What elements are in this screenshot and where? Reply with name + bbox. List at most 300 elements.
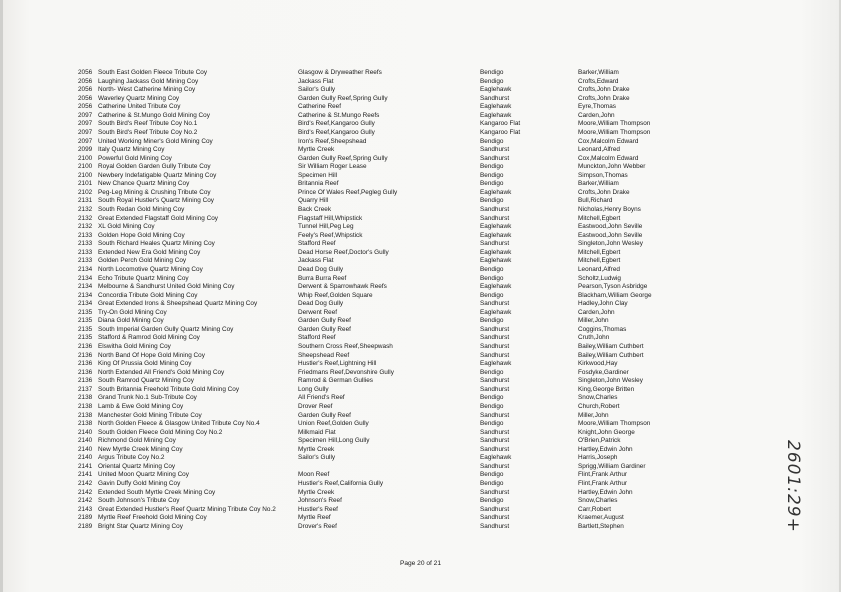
- district: Sandhurst: [480, 462, 510, 470]
- company-name: New Myrtle Creek Mining Coy: [98, 445, 183, 453]
- district: Eaglehawk: [480, 454, 512, 462]
- reef-location: Bird's Reef,Kangaroo Gully: [298, 128, 375, 136]
- district: Bendigo: [480, 137, 504, 145]
- list-row: [78, 437, 758, 446]
- reef-location: Hustler's Reef: [298, 505, 338, 513]
- list-row: [78, 249, 758, 258]
- district: Eaglehawk: [480, 257, 512, 265]
- company-name: Laughing Jackass Gold Mining Coy: [98, 77, 199, 85]
- district: Bendigo: [480, 171, 504, 179]
- record-number: 2097: [78, 137, 93, 145]
- district: Eaglehawk: [480, 248, 512, 256]
- list-row: [78, 352, 758, 361]
- reef-location: Myrtle Creek: [298, 488, 335, 496]
- manager-name: Kraemer,August: [578, 514, 624, 522]
- page-number: Page 20 of 21: [399, 560, 442, 567]
- reef-location: Stafford Reef: [298, 334, 336, 342]
- manager-name: Eastwood,John Seville: [578, 231, 643, 239]
- company-name: South East Golden Fleece Tribute Coy: [98, 69, 208, 76]
- record-number: 2097: [78, 128, 93, 136]
- company-name: Great Extended Hustler's Reef Quartz Mining Tribute Coy No.2: [98, 505, 276, 513]
- reef-location: Garden Gully Reef,Spring Gully: [298, 94, 388, 102]
- reef-location: Iron's Reef,Sheepshead: [298, 137, 367, 145]
- company-name: United Working Miner's Gold Mining Coy: [98, 137, 213, 145]
- company-name: Newbery Indefatigable Quartz Mining Coy: [98, 171, 217, 179]
- record-number: 2136: [78, 343, 93, 350]
- reef-location: Moon Reef: [298, 471, 330, 479]
- company-name: Argus Tribute Coy No.2: [98, 454, 165, 462]
- reef-location: Union Reef,Golden Gully: [298, 420, 369, 428]
- company-name: Myrtle Reef Freehold Gold Mining Coy: [98, 514, 207, 522]
- company-name: Peg-Leg Mining & Crushing Tribute Coy: [98, 188, 211, 196]
- district: Sandhurst: [480, 154, 510, 162]
- company-name: South Golden Fleece Gold Mining Coy No.2: [98, 428, 223, 436]
- manager-name: Bailey,William Cuthbert: [578, 343, 644, 350]
- list-row: [78, 412, 758, 421]
- company-name: North Band Of Hope Gold Mining Coy: [98, 351, 205, 359]
- manager-name: Bartlett,Stephen: [578, 522, 624, 530]
- reef-location: Milkmaid Flat: [298, 428, 336, 436]
- list-row: [78, 480, 758, 489]
- manager-name: King,George Britten: [578, 385, 635, 393]
- reef-location: Bird's Reef,Kangaroo Gully: [298, 120, 375, 128]
- list-row: [78, 489, 758, 498]
- list-row: [78, 206, 758, 215]
- list-row: [78, 292, 758, 301]
- reef-location: Jackass Flat: [298, 257, 334, 265]
- reef-location: Back Creek: [298, 206, 332, 213]
- company-name: North Locomotive Quartz Mining Coy: [98, 265, 203, 273]
- list-row: [78, 343, 758, 352]
- manager-name: Coggins,Thomas: [578, 325, 627, 333]
- district: Sandhurst: [480, 351, 510, 359]
- company-name: South Ramrod Quartz Mining Coy: [98, 377, 194, 385]
- list-row: [78, 95, 758, 104]
- company-name: Powerful Gold Mining Coy: [98, 154, 172, 162]
- list-row: [78, 334, 758, 343]
- list-row: [78, 523, 758, 532]
- manager-name: Mitchell,Egbert: [578, 257, 621, 265]
- company-name: King Of Prussia Gold Mining Coy: [98, 360, 192, 368]
- district: Sandhurst: [480, 377, 510, 385]
- record-number: 2133: [78, 240, 93, 248]
- manager-name: Miller,John: [578, 317, 609, 325]
- list-row: [78, 69, 758, 78]
- reef-location: Southern Cross Reef,Sheepwash: [298, 343, 393, 350]
- manager-name: Eyre,Thomas: [578, 103, 617, 111]
- record-number: 2056: [78, 86, 93, 94]
- manager-name: Miller,John: [578, 411, 609, 419]
- district: Bendigo: [480, 394, 504, 402]
- district: Eaglehawk: [480, 283, 512, 291]
- reef-location: Long Gully: [298, 385, 329, 393]
- record-number: 2136: [78, 368, 93, 376]
- list-row: [78, 197, 758, 206]
- list-row: [78, 240, 758, 249]
- district: Eaglehawk: [480, 111, 512, 119]
- list-row: [78, 120, 758, 129]
- list-row: [78, 369, 758, 378]
- company-name: Royal Golden Garden Gully Tribute Coy: [98, 163, 211, 171]
- manager-name: Kirkwood,Hay: [578, 360, 618, 368]
- list-row: [78, 155, 758, 164]
- company-name: Lamb & Ewe Gold Mining Coy: [98, 402, 184, 410]
- reef-location: Myrtle Creek: [298, 146, 335, 154]
- manager-name: Hartley,Edwin John: [578, 445, 633, 453]
- reef-location: Sailor's Gully: [298, 454, 336, 462]
- reef-location: Whip Reef,Golden Square: [298, 291, 373, 299]
- record-number: 2142: [78, 488, 93, 496]
- record-number: 2138: [78, 420, 93, 428]
- record-number: 2138: [78, 394, 93, 402]
- reef-location: Quarry Hill: [298, 197, 329, 205]
- manager-name: Singleton,John Wesley: [578, 240, 643, 248]
- record-number: 2141: [78, 462, 93, 470]
- record-number: 2133: [78, 257, 93, 265]
- record-number: 2099: [78, 146, 93, 154]
- record-number: 2134: [78, 265, 93, 273]
- manager-name: Cruth,John: [578, 334, 610, 342]
- district: Eaglehawk: [480, 360, 512, 368]
- manager-name: Hartley,Edwin John: [578, 488, 633, 496]
- district: Bendigo: [480, 471, 504, 479]
- reef-location: Hustler's Reef,California Gully: [298, 480, 384, 487]
- manager-name: Carden,John: [578, 308, 615, 316]
- record-number: 2056: [78, 103, 93, 111]
- list-row: [78, 514, 758, 523]
- record-number: 2132: [78, 206, 93, 213]
- list-row: [78, 300, 758, 309]
- district: Bendigo: [480, 265, 504, 273]
- manager-name: Snow,Charles: [578, 497, 618, 505]
- company-name: Great Extended Irons & Sheepshead Quartz Mining Coy: [98, 300, 258, 308]
- record-number: 2133: [78, 248, 93, 256]
- reef-location: Sailor's Gully: [298, 86, 336, 94]
- company-name: South Royal Hustler's Quartz Mining Coy: [98, 197, 214, 205]
- reef-location: Friedmans Reef,Devonshire Gully: [298, 368, 394, 376]
- company-name: Gavin Duffy Gold Mining Coy: [98, 480, 181, 487]
- manager-name: Hadley,John Clay: [578, 300, 628, 308]
- company-name: Manchester Gold Mining Tribute Coy: [98, 411, 202, 419]
- company-name: South Johnson's Tribute Coy: [98, 497, 180, 505]
- district: Bendigo: [480, 180, 504, 188]
- list-row: [78, 317, 758, 326]
- district: Bendigo: [480, 317, 504, 325]
- manager-name: Knight,John George: [578, 428, 635, 436]
- list-row: [78, 377, 758, 386]
- reef-location: Catherine & St.Mungo Reefs: [298, 111, 380, 119]
- reef-location: Stafford Reef: [298, 240, 336, 248]
- district: Sandhurst: [480, 206, 510, 213]
- reef-location: Derwent & Sparrowhawk Reefs: [298, 283, 387, 291]
- district: Sandhurst: [480, 240, 510, 248]
- district: Eaglehawk: [480, 231, 512, 239]
- record-number: 2140: [78, 454, 93, 462]
- manager-name: Mitchell,Egbert: [578, 214, 621, 222]
- reef-location: Catherine Reef: [298, 103, 341, 111]
- district: Kangaroo Flat: [480, 120, 521, 128]
- record-number: 2142: [78, 480, 93, 487]
- company-name: South Britannia Freehold Tribute Gold Mining Coy: [98, 385, 240, 393]
- company-name: North- West Catherine Mining Coy: [98, 86, 196, 94]
- manager-name: Sprigg,William Gardiner: [578, 462, 646, 470]
- district: Sandhurst: [480, 488, 510, 496]
- list-row: [78, 215, 758, 224]
- manager-name: Cox,Malcolm Edward: [578, 137, 639, 145]
- district: Eaglehawk: [480, 223, 512, 231]
- page-edge-left: [0, 0, 3, 592]
- list-row: [78, 257, 758, 266]
- company-name: Catherine & St.Mungo Gold Mining Coy: [98, 111, 210, 119]
- record-number: 2189: [78, 522, 93, 530]
- reef-location: Ramrod & German Gullies: [298, 377, 373, 385]
- manager-name: Bailey,William Cuthbert: [578, 351, 644, 359]
- reef-location: Specimen Hill,Long Gully: [298, 437, 370, 445]
- list-row: [78, 275, 758, 284]
- reef-location: Garden Gully Reef: [298, 411, 351, 419]
- record-number: 2136: [78, 360, 93, 368]
- list-row: [78, 429, 758, 438]
- record-number: 2097: [78, 120, 93, 128]
- company-name: Bright Star Quartz Mining Coy: [98, 522, 183, 530]
- company-name: Oriental Quartz Mining Coy: [98, 462, 176, 470]
- manager-name: Bull,Richard: [578, 197, 613, 205]
- district: Sandhurst: [480, 385, 510, 393]
- list-row: [78, 471, 758, 480]
- manager-name: Harris,Joseph: [578, 454, 618, 462]
- record-number: 2138: [78, 411, 93, 419]
- list-row: [78, 189, 758, 198]
- manager-name: Moore,William Thompson: [578, 420, 651, 428]
- manager-name: Moore,William Thompson: [578, 120, 651, 128]
- list-row: [78, 326, 758, 335]
- manager-name: Barker,William: [578, 69, 619, 76]
- manager-name: Leonard,Alfred: [578, 146, 620, 154]
- manager-name: Church,Robert: [578, 402, 620, 410]
- manager-name: Carden,John: [578, 111, 615, 119]
- list-row: [78, 506, 758, 515]
- record-number: 2056: [78, 94, 93, 102]
- record-number: 2056: [78, 69, 93, 76]
- district: Sandhurst: [480, 214, 510, 222]
- list-row: [78, 103, 758, 112]
- reef-location: Jackass Flat: [298, 77, 334, 85]
- reef-location: Specimen Hill: [298, 171, 338, 179]
- manager-name: Leonard,Alfred: [578, 265, 620, 273]
- manager-name: Snow,Charles: [578, 394, 618, 402]
- reef-location: Dead Dog Gully: [298, 300, 344, 308]
- district: Sandhurst: [480, 300, 510, 308]
- list-row: [78, 394, 758, 403]
- record-number: 2100: [78, 163, 93, 171]
- list-row: [78, 78, 758, 87]
- reef-location: Drover's Reef: [298, 522, 337, 530]
- company-name: Italy Quartz Mining Coy: [98, 146, 165, 154]
- reef-location: Hustler's Reef,Lightning Hill: [298, 360, 377, 368]
- company-name: Try-On Gold Mining Coy: [98, 308, 167, 316]
- district: Sandhurst: [480, 334, 510, 342]
- reef-location: Sir William Roger Lease: [298, 163, 367, 171]
- list-row: [78, 309, 758, 318]
- company-name: Great Extended Flagstaff Gold Mining Coy: [98, 214, 218, 222]
- company-name: Elswitha Gold Mining Coy: [98, 343, 171, 350]
- record-number: 2056: [78, 77, 93, 85]
- district: Bendigo: [480, 197, 504, 205]
- reef-location: Johnson's Reef: [298, 497, 342, 505]
- reef-location: Flagstaff Hill,Whipstick: [298, 214, 363, 222]
- district: Bendigo: [480, 368, 504, 376]
- list-row: [78, 497, 758, 506]
- company-name: Golden Hope Gold Mining Coy: [98, 231, 185, 239]
- district: Bendigo: [480, 420, 504, 428]
- list-row: [78, 420, 758, 429]
- manager-name: Mitchell,Egbert: [578, 248, 621, 256]
- manager-name: Moore,William Thompson: [578, 128, 651, 136]
- manager-name: Fosdyke,Gardiner: [578, 368, 629, 376]
- manager-name: Barker,William: [578, 180, 619, 188]
- company-name: North Golden Fleece & Glasgow United Tribute Coy No.4: [98, 420, 260, 428]
- company-name: United Moon Quartz Mining Coy: [98, 471, 189, 479]
- company-name: South Richard Heales Quartz Mining Coy: [98, 240, 215, 248]
- district: Eaglehawk: [480, 188, 512, 196]
- record-number: 2100: [78, 154, 93, 162]
- list-row: [78, 223, 758, 232]
- manager-name: Carr,Robert: [578, 505, 612, 513]
- record-number: 2135: [78, 317, 93, 325]
- record-number: 2140: [78, 437, 93, 445]
- manager-name: Simpson,Thomas: [578, 171, 628, 179]
- district: Sandhurst: [480, 94, 510, 102]
- list-row: [78, 180, 758, 189]
- record-number: 2100: [78, 171, 93, 179]
- district: Eaglehawk: [480, 103, 512, 111]
- list-row: [78, 266, 758, 275]
- company-name: South Bird's Reef Tribute Coy No.2: [98, 128, 198, 136]
- record-number: 2132: [78, 223, 93, 231]
- reef-location: Derwent Reef: [298, 308, 338, 316]
- list-row: [78, 172, 758, 181]
- district: Sandhurst: [480, 428, 510, 436]
- record-number: 2097: [78, 111, 93, 119]
- record-number: 2135: [78, 325, 93, 333]
- mining-company-list: [78, 69, 758, 531]
- record-number: 2134: [78, 274, 93, 282]
- manager-name: Crofts,Edward: [578, 77, 619, 85]
- list-row: [78, 463, 758, 472]
- reef-location: All Friend's Reef: [298, 394, 345, 402]
- company-name: Extended New Era Gold Mining Coy: [98, 248, 201, 256]
- record-number: 2133: [78, 231, 93, 239]
- record-number: 2136: [78, 351, 93, 359]
- record-number: 2138: [78, 402, 93, 410]
- list-row: [78, 129, 758, 138]
- company-name: Concordia Tribute Gold Mining Coy: [98, 291, 198, 299]
- record-number: 2131: [78, 197, 93, 205]
- district: Bendigo: [480, 69, 504, 76]
- district: Sandhurst: [480, 514, 510, 522]
- company-name: Echo Tribute Quartz Mining Coy: [98, 274, 189, 282]
- company-name: Waverley Quartz Mining Coy: [98, 94, 180, 102]
- district: Eaglehawk: [480, 86, 512, 94]
- district: Bendigo: [480, 497, 504, 505]
- reef-location: Tunnel Hill,Peg Leg: [298, 223, 354, 231]
- manager-name: Crofts,John Drake: [578, 86, 630, 94]
- district: Sandhurst: [480, 411, 510, 419]
- district: Sandhurst: [480, 505, 510, 513]
- record-number: 2132: [78, 214, 93, 222]
- manager-name: Eastwood,John Seville: [578, 223, 643, 231]
- company-name: South Imperial Garden Gully Quartz Mining Coy: [98, 325, 234, 333]
- company-name: Stafford & Ramrod Gold Mining Coy: [98, 334, 200, 342]
- reef-location: Garden Gully Reef: [298, 317, 351, 325]
- district: Sandhurst: [480, 343, 510, 350]
- manager-name: Scholtz,Ludwig: [578, 274, 621, 282]
- district: Bendigo: [480, 480, 504, 487]
- record-number: 2135: [78, 334, 93, 342]
- manager-name: Nicholas,Henry Boyns: [578, 206, 641, 213]
- company-name: Melbourne & Sandhurst United Gold Mining Coy: [98, 283, 235, 291]
- manager-name: Blackham,William George: [578, 291, 652, 299]
- reef-location: Garden Gully Reef: [298, 325, 351, 333]
- company-name: XL Gold Mining Coy: [98, 223, 155, 231]
- company-name: Catherine United Tribute Coy: [98, 103, 181, 111]
- record-number: 2143: [78, 505, 93, 513]
- district: Sandhurst: [480, 325, 510, 333]
- district: Sandhurst: [480, 437, 510, 445]
- district: Bendigo: [480, 77, 504, 85]
- company-name: Grand Trunk No.1 Sub-Tribute Coy: [98, 394, 197, 402]
- company-name: North Extended All Friend's Gold Mining Coy: [98, 368, 225, 376]
- list-row: [78, 403, 758, 412]
- reef-location: Burra Burra Reef: [298, 274, 347, 282]
- record-number: 2137: [78, 385, 93, 393]
- manager-name: Flint,Frank Arthur: [578, 480, 628, 487]
- list-row: [78, 163, 758, 172]
- list-row: [78, 360, 758, 369]
- company-name: Extended South Myrtle Creek Mining Coy: [98, 488, 216, 496]
- district: Kangaroo Flat: [480, 128, 521, 136]
- manager-name: Crofts,John Drake: [578, 188, 630, 196]
- company-name: Richmond Gold Mining Coy: [98, 437, 176, 445]
- reef-location: Dead Dog Gully: [298, 265, 344, 273]
- list-row: [78, 146, 758, 155]
- record-number: 2134: [78, 291, 93, 299]
- reef-location: Britannia Reef: [298, 180, 339, 188]
- company-name: Golden Perch Gold Mining Coy: [98, 257, 187, 265]
- reef-location: Prince Of Wales Reef,Pegleg Gully: [298, 188, 398, 196]
- district: Eaglehawk: [480, 308, 512, 316]
- manager-name: Munckton,John Webber: [578, 163, 646, 171]
- record-number: 2135: [78, 308, 93, 316]
- record-number: 2101: [78, 180, 93, 188]
- record-number: 2141: [78, 471, 93, 479]
- list-row: [78, 138, 758, 147]
- company-name: South Redan Gold Mining Coy: [98, 206, 185, 213]
- record-number: 2134: [78, 283, 93, 291]
- record-number: 2102: [78, 188, 93, 196]
- record-number: 2140: [78, 428, 93, 436]
- reef-location: Garden Gully Reef,Spring Gully: [298, 154, 388, 162]
- district: Bendigo: [480, 274, 504, 282]
- record-number: 2136: [78, 377, 93, 385]
- handwritten-note: 2601:29+: [783, 440, 803, 533]
- manager-name: O'Brien,Patrick: [578, 437, 621, 445]
- reef-location: Dead Horse Reef,Doctor's Gully: [298, 248, 389, 256]
- manager-name: Singleton,John Wesley: [578, 377, 643, 385]
- reef-location: Feely's Reef,Whipstick: [298, 231, 363, 239]
- record-number: 2134: [78, 300, 93, 308]
- list-row: [78, 112, 758, 121]
